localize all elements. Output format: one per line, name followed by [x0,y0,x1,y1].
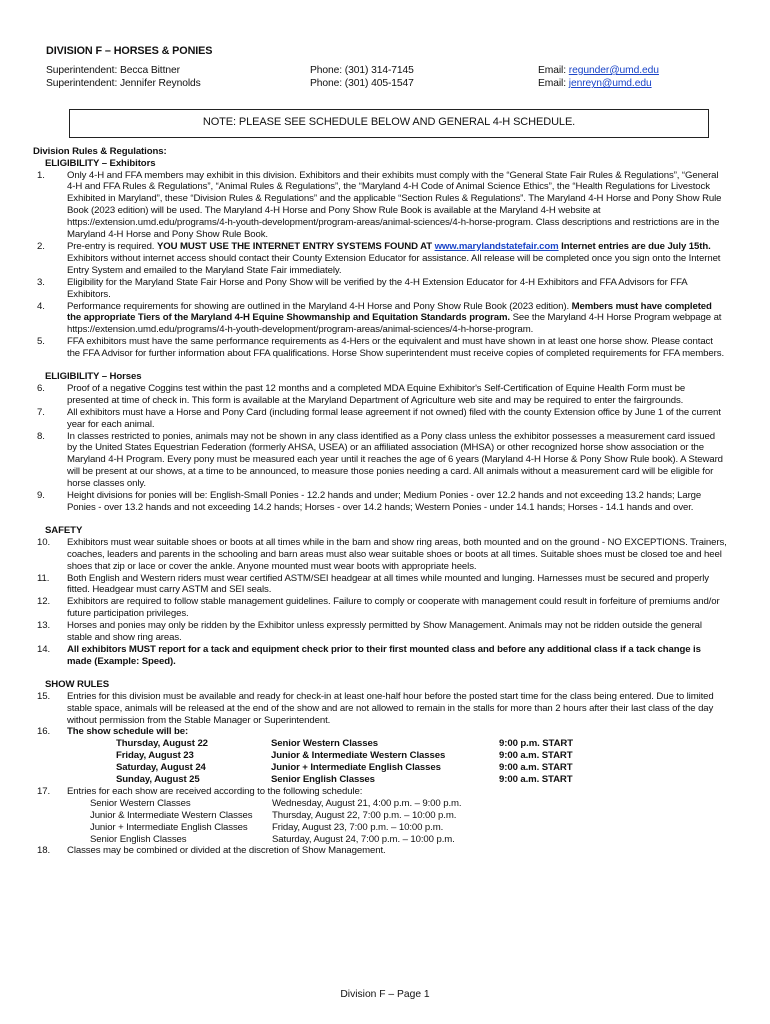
schedule-row: Friday, August 23 Junior & Intermediate Western Classes 9:00 a.m. START [116,750,573,762]
rule-number: 7. [37,406,45,418]
email-link-1[interactable]: regunder@umd.edu [568,64,659,76]
document-page [33,46,733,857]
rule-number: 4. [37,300,45,312]
rule-item [33,786,733,798]
rule-item [33,537,733,573]
rule-number: 13. [37,620,51,632]
entry-row: Junior + Intermediate English Classes Friday, August 23, 7:00 p.m. – 10:00 p.m. [90,821,444,833]
rule-item [33,383,733,407]
rule-text: Performance requirements for showing are outlined in the Maryland 4-H Horse and Pony Show Rule Book (2023 edition). Members must have completed the appropriate Tiers of the Maryland 4-H Equine Showmanship and Equitation Standards program. See the Maryland 4-H Horse Program webpage at https://extension.umd.edu/programs/4-h-youth-development/program-areas/animal-sciences/4-h-horse-program. [67,300,722,336]
superintendent-phones [310,64,538,91]
rule-text: Only 4-H and FFA members may exhibit in this division. Exhibitors and their exhibits must comply with the “General State Fair Rules & Regulations”, “General 4-H and FFA Rules & Regulations”, “Animal Rules & Regulations”, the “Maryland 4-H Code of Animal Science Ethics”, the “Health Regulations for Livestock Exhibited in Maryland”, these “Division Rules & Regulations” and the applicable “Section Rules & Regulations”. The Maryland 4-H Horse and Pony Show Rule Book (2023 edition) will be used. The Maryland 4-H Horse and Pony Show Rule Book is available at the Maryland 4-H website at https://extension.umd.edu/programs/4-h-youth-development/program-areas/animal-sciences/4-h-horse-program. Class descriptions and restrictions are in the Maryland 4-H Horse and Pony Show Rule Book. [67,169,722,241]
rules-heading: Division Rules & Regulations: [33,145,167,157]
entry-row: Senior Western Classes Wednesday, August 21, 4:00 p.m. – 9:00 p.m. [90,797,462,809]
rule-number: 14. [37,643,51,655]
rule-text: Proof of a negative Coggins test within the past 12 months and a completed MDA Equine Exhibitor's Self-Certification of Equine Health Form must be presented at time of check in. This form is available at the Maryland Department of Agriculture web site and may be required to enter the fairgrounds. [67,382,686,406]
horses-heading: ELIGIBILITY – Horses [45,371,142,383]
superintendent-contacts [46,64,733,91]
rule-text: All exhibitors must have a Horse and Pony Card (including formal lease agreement if not owned) filed with the county Extension office by June 1 of the current year for each animal. [67,406,721,430]
rule-item [33,573,733,597]
show-rules-heading: SHOW RULES [45,678,110,690]
superintendent-names [46,64,310,91]
rule-text: Entries for each show are received according to the following schedule: [67,785,363,797]
email-label: Email: [538,78,569,90]
rule-item [33,620,733,644]
rule-number: 3. [37,276,45,288]
safety-heading: SAFETY [45,524,83,536]
rule-text: Entries for this division must be available and ready for check-in at least one-half hour before the posted start time for the class being entered. Due to limited stable space, animals will be released at the end of the show and are not allowed to remain in the stalls for more than 2 hours after their last class of the day without permission from the Stable Manager or Superintendent. [67,690,714,726]
rule-text: Pre-entry is required. YOU MUST USE THE INTERNET ENTRY SYSTEMS FOUND AT www.marylandstatefair.com Internet entries are due July 15th. Exhibitors without internet access should contact their County Extension Educator for assistance. All release will be completed once you sign onto the Internet Entry System and emailed to the Maryland State Fair immediately. [67,240,721,276]
superintendent-1: Superintendent: Becca Bittner [46,64,180,76]
superintendent-emails [538,64,659,91]
rule-item [33,277,733,301]
state-fair-link[interactable]: www.marylandstatefair.com [434,240,559,252]
rule-number: 12. [37,596,51,608]
phone-1: Phone: (301) 314-7145 [310,64,414,76]
rule-text: Eligibility for the Maryland State Fair Horse and Pony Show will be verified by the 4-H Extension Educator for 4-H Exhibitors and FFA Advisors for FFA Exhibitors. [67,276,688,300]
show-schedule [116,738,733,786]
rule-item [33,644,733,668]
rule-text: Horses and ponies may only be ridden by the Exhibitor unless expressly permitted by Show Management. Animals may not be ridden outside the general stable and show ring areas. [67,620,702,644]
rule-text: The show schedule will be: [67,726,189,738]
rule-item [33,241,733,277]
rule-number: 11. [37,572,50,584]
page-footer: Division F – Page 1 [340,989,430,1000]
rule-number: 15. [37,690,51,702]
schedule-row: Thursday, August 22 Senior Western Classes 9:00 p.m. START [116,738,574,750]
rule-number: 16. [37,726,51,738]
rule-text: Exhibitors must wear suitable shoes or boots at all times while in the barn and show ring areas, both mounted and on the ground - NO EXCEPTIONS. Trainers, coaches, leaders and parents in the schooling and barn areas must also wear suitable shoes or boots at all times. Suitable shoes must be closed toe and heel shoes that zip or lace or cover the ankle. Anyone mounted must wear boots with appropriate heels. [67,536,727,572]
rule-number: 10. [37,536,51,548]
rule-item [33,691,733,727]
schedule-note-box: NOTE: PLEASE SEE SCHEDULE BELOW AND GENERAL 4-H SCHEDULE. [69,109,709,138]
email-link-2[interactable]: jenreyn@umd.edu [568,78,652,90]
schedule-row: Saturday, August 24 Junior + Intermediate English Classes 9:00 a.m. START [116,762,573,774]
rule-number: 6. [37,382,45,394]
division-title: DIVISION F – HORSES & PONIES [46,45,213,57]
superintendent-2: Superintendent: Jennifer Reynolds [46,78,201,90]
rule-item [33,301,733,337]
rule-item [33,336,733,360]
entry-row: Senior English Classes Saturday, August 24, 7:00 p.m. – 10:00 p.m. [90,833,455,845]
rule-text: Exhibitors are required to follow stable management guidelines. Failure to comply or cooperate with management could result in forfeiture of premiums and/or future participation privileges. [67,596,720,620]
rule-text: In classes restricted to ponies, animals may not be shown in any class identified as a Pony class unless the exhibitor possesses a measurement card issued by the United States Equestrian Federation (formerly AHSA, USEA) or an affiliated association (MHSA) or other recognized horse show association or the Maryland 4-H Program. Every pony must be measured each year until it reaches the age of 6 years (Maryland 4-H Horse & Pony Show Rule book). A Steward will be present at our shows, at a time to be announced, to measure those ponies needing a card. All animals without a measurement card will be eligible for horse classes only. [67,430,723,490]
rule-item [33,845,733,857]
rule-item [33,490,733,514]
phone-2: Phone: (301) 405-1547 [310,78,414,90]
rule-number: 5. [37,336,45,348]
rule-text: Height divisions for ponies will be: English-Small Ponies - 12.2 hands and under; Medium Ponies - over 12.2 hands and not exceeding 13.2 hands; Large Ponies - over 13.2 hands and not exceeding 14.2 hands; Horses - over 14.2 hands; Western Ponies - under 14.1 hands; Horses - 14.1 hands and over. [67,490,702,513]
rule-text: Both English and Western riders must wear certified ASTM/SEI headgear at all times while mounted and lunging. Harnesses must be secured and properly fitted. Headgear must carry ASTM and SEI seals. [67,572,709,596]
rule-number: 17. [37,785,51,797]
rule-text: FFA exhibitors must have the same performance requirements as 4-Hers or the equivalent and must have shown in at least one horse show. Please contact the FFA Advisor for further information about FFA qualifications. Horse Show superintendent must receive copies of completed requirements for FFA members. [67,336,725,360]
rule-item [33,596,733,620]
rule-number: 2. [37,240,45,252]
rule-number: 18. [37,845,51,857]
schedule-row: Sunday, August 25 Senior English Classes 9:00 a.m. START [116,774,573,786]
rule-number: 8. [37,430,45,442]
rule-item [33,431,733,491]
email-label: Email: [538,64,569,76]
rule-text: Classes may be combined or divided at the discretion of Show Management. [67,845,386,857]
rule-number: 1. [37,169,45,181]
entry-schedule [90,798,733,846]
rule-number: 9. [37,490,45,502]
rule-item [33,726,733,738]
rule-item [33,407,733,431]
rule-text: All exhibitors MUST report for a tack and equipment check prior to their first mounted class and before any additional class if a tack change is made (Example: Speed). [67,643,701,667]
rule-item [33,170,733,241]
entry-row: Junior & Intermediate Western Classes Thursday, August 22, 7:00 p.m. – 10:00 p.m. [90,809,457,821]
exhibitors-heading: ELIGIBILITY – Exhibitors [45,157,156,169]
